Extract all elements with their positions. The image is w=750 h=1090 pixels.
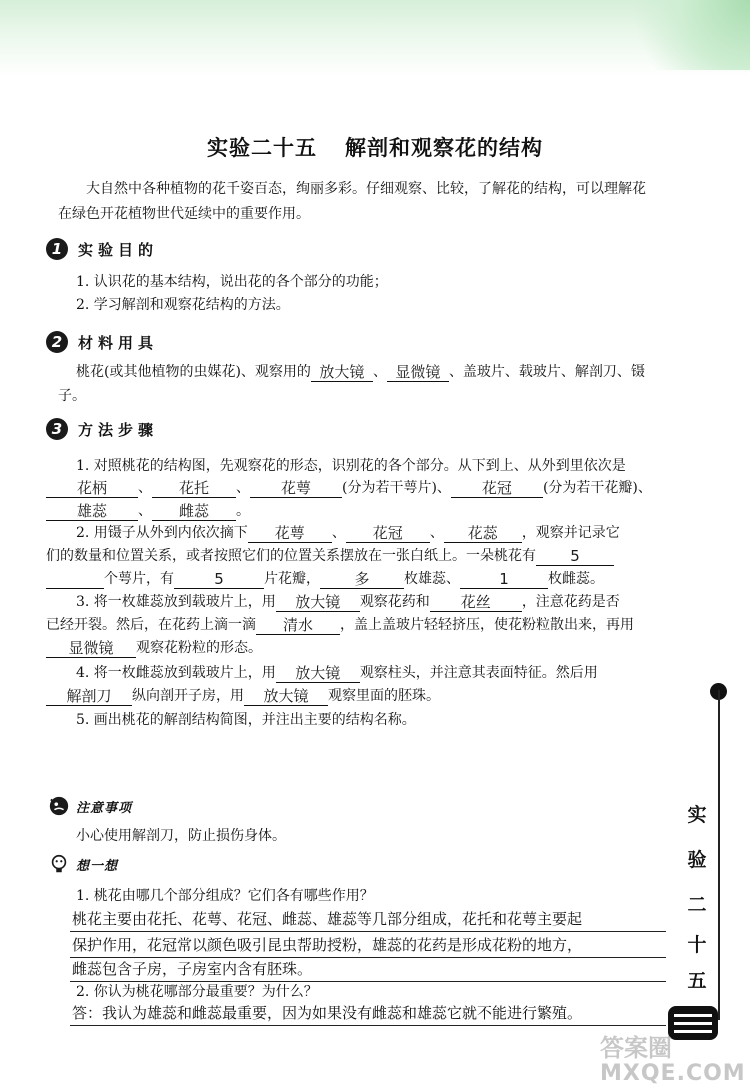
answer-1-line3: 雌蕊包含子房，子房室内含有胚珠。 [72, 960, 313, 978]
answer-blank: 5 [536, 547, 614, 566]
answer-blank [46, 588, 104, 589]
step5-line: 5. 画出桃花的解剖结构简图，并注出主要的结构名称。 [76, 712, 416, 728]
answer-1-line2: 保护作用，花冠常以颜色吸引昆虫帮助授粉，雄蕊的花药是形成花粉的地方， [72, 936, 583, 954]
notes-text: 小心使用解剖刀，防止损伤身体。 [76, 828, 286, 844]
intro-paragraph: 大自然中各种植物的花千姿百态，绚丽多彩。仔细观察、比较，了解花的结构，可以理解花 [86, 181, 646, 197]
caution-face-icon [48, 795, 70, 817]
aim-item: 2. 学习解剖和观察花结构的方法。 [76, 297, 290, 313]
answer-blank: 放大镜 [276, 664, 360, 683]
aim-item: 1. 认识花的基本结构，说出花的各个部分的功能； [76, 274, 388, 290]
question-1: 1. 桃花由哪几个部分组成？它们各有哪些作用？ [76, 888, 374, 904]
answer-blank: 放大镜 [276, 593, 360, 612]
answer-blank: 显微镜 [46, 639, 136, 658]
section-title: 实验目的 [78, 240, 159, 259]
answer-blank: 雄蕊 [46, 502, 138, 521]
watermark-logo: 答案圈 MXQE.COM [600, 1034, 746, 1086]
page-title [0, 132, 750, 162]
step2-line1: 2. 用镊子从外到内依次摘下 花萼 、 花冠 、 花蕊 ，观察并记录它 [76, 524, 620, 542]
answer-blank: 花萼 [248, 524, 332, 543]
notes-title: 注意事项 [76, 800, 133, 816]
step3-line3: 显微镜 观察花粉粒的形态。 [46, 638, 262, 658]
question-2: 2. 你认为桃花哪部分最重要？为什么？ [76, 984, 318, 1000]
side-tab-line [718, 690, 720, 1020]
top-decoration [0, 0, 750, 78]
think-header [48, 853, 118, 875]
step3-line2: 已经开裂。然后，在花药上滴一滴 清水 ，盖上盖玻片轻轻挤压，使花粉粒散出来，再用 [46, 616, 634, 634]
side-tab-char: 二 [687, 894, 707, 916]
step4-line1: 4. 将一枚雌蕊放到载玻片上，用 放大镜 观察柱头，并注意其表面特征。然后用 [76, 664, 598, 682]
answer-blank: 花蕊 [444, 524, 522, 543]
side-tab-char: 五 [687, 970, 707, 992]
answer-rule [70, 1025, 666, 1026]
step2-line3: 个萼片，有 5 片花瓣， 多 枚雄蕊、 1 枚雌蕊。 [46, 569, 604, 589]
step1-blanks-line2: 雄蕊 、 雌蕊 。 [46, 501, 250, 521]
answer-1-line1: 桃花主要由花托、花萼、花冠、雌蕊、雄蕊等几部分组成，花托和花萼主要起 [72, 910, 583, 928]
answer-blank: 花丝 [430, 593, 522, 612]
step1-blanks-line: 花柄 、 花托 、 花萼 (分为若干萼片)、 花冠 (分为若干花瓣)、 [46, 478, 652, 498]
page-curl-decoration [610, 0, 750, 70]
lightbulb-icon [48, 853, 70, 875]
answer-blank: 花柄 [46, 479, 138, 498]
step1-text: 1. 对照桃花的结构图，先观察花的形态，识别花的各个部分。从下到上、从外到里依次是 [76, 458, 626, 474]
answer-blank: 花托 [152, 479, 236, 498]
notes-header [48, 795, 132, 817]
side-tab-char: 实 [687, 804, 707, 826]
section-number-badge: 3 [46, 418, 68, 440]
section-number-badge: 1 [46, 238, 68, 260]
answer-blank: 1 [460, 570, 548, 589]
answer-2: 答：我认为雄蕊和雌蕊最重要，因为如果没有雌蕊和雄蕊它就不能进行繁殖。 [72, 1004, 583, 1022]
step3-line1: 3. 将一枚雄蕊放到载玻片上，用 放大镜 观察花药和 花丝 ，注意花药是否 [76, 593, 620, 611]
answer-blank: 花冠 [346, 524, 430, 543]
think-title: 想一想 [76, 858, 119, 874]
answer-blank: 放大镜 [311, 363, 373, 382]
materials-line2: 子。 [58, 388, 86, 404]
answer-blank: 花冠 [451, 479, 543, 498]
materials-line: 桃花(或其他植物的虫媒花)、观察用的 放大镜 、 显微镜 、盖玻片、载玻片、解剖刀、镊 [76, 363, 645, 381]
section-title: 方法步骤 [78, 420, 159, 439]
answer-blank: 雌蕊 [152, 502, 236, 521]
step4-line2: 解剖刀 纵向剖开子房，用 放大镜 观察里面的胚珠。 [46, 686, 440, 706]
answer-blank: 花萼 [250, 479, 342, 498]
side-tab-char: 十 [687, 934, 707, 956]
answer-blank: 放大镜 [244, 687, 328, 706]
title-topic: 解剖和观察花的结构 [345, 135, 543, 160]
answer-blank: 清水 [256, 616, 340, 635]
step2-line2: 们的数量和位置关系，或者按照它们的位置关系摆放在一张白纸上。一朵桃花有 5 [46, 546, 614, 566]
title-experiment-number: 实验二十五 [207, 135, 317, 160]
intro-paragraph-line2: 在绿色开花植物世代延续中的重要作用。 [58, 206, 310, 222]
section-header-materials [46, 331, 158, 353]
section-header-aims [46, 238, 158, 260]
section-number-badge: 2 [46, 331, 68, 353]
section-title: 材料用具 [78, 333, 159, 352]
answer-blank: 5 [174, 570, 264, 589]
answer-blank: 多 [320, 570, 404, 589]
section-header-steps [46, 418, 158, 440]
answer-blank: 显微镜 [387, 363, 449, 382]
side-tab-char: 验 [687, 849, 707, 871]
answer-blank: 解剖刀 [46, 687, 132, 706]
